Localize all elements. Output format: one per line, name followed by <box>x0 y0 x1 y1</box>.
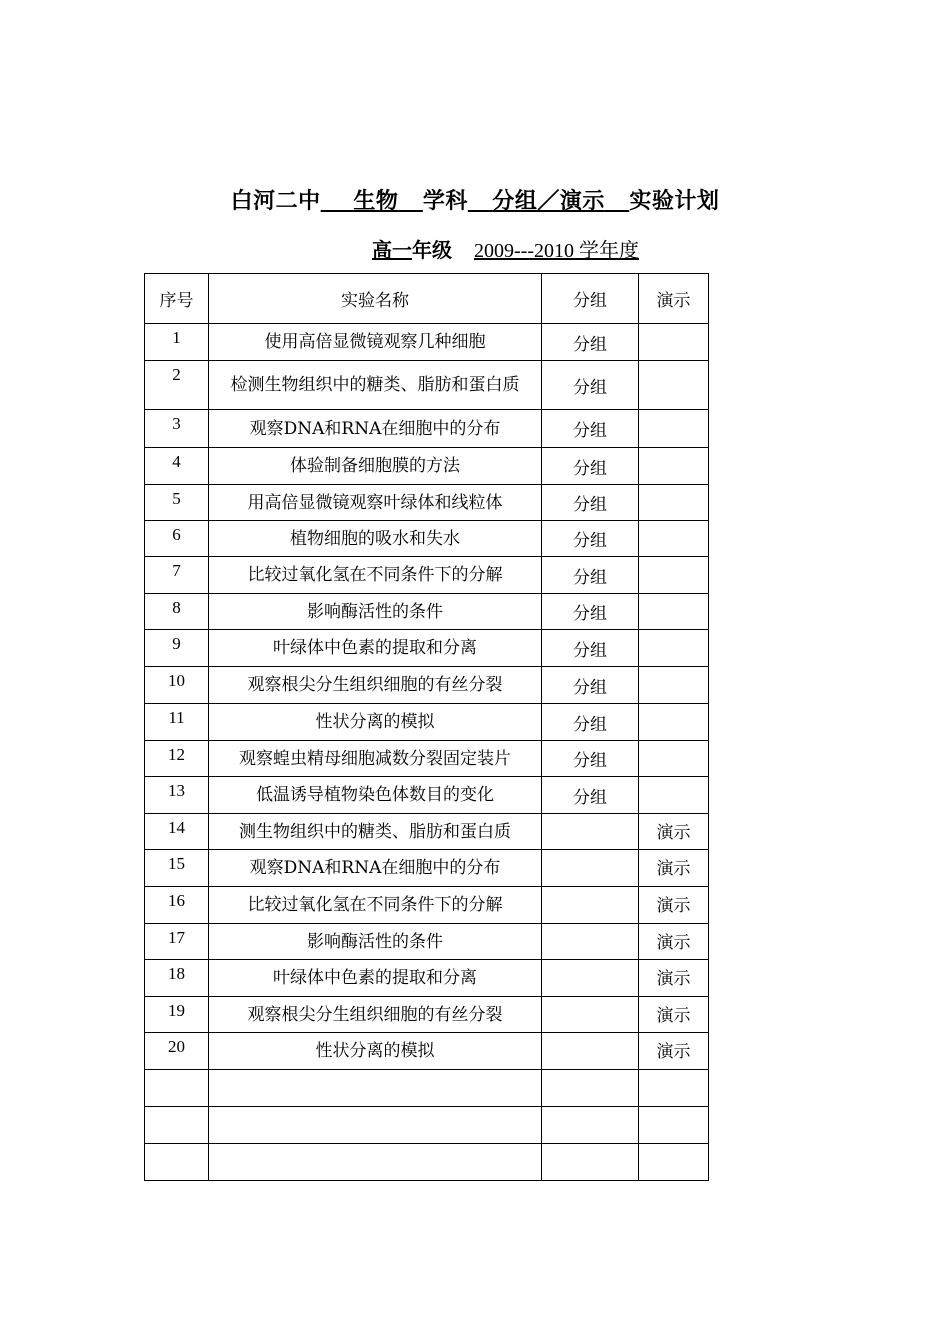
row-number: 1 <box>145 324 209 361</box>
row-number: 20 <box>145 1033 209 1070</box>
row-experiment-name <box>209 1144 542 1181</box>
row-demo <box>639 777 709 814</box>
row-number <box>145 1107 209 1144</box>
row-group: 分组 <box>542 361 639 410</box>
table-row <box>145 1107 709 1144</box>
table-row <box>145 557 709 594</box>
row-demo <box>639 485 709 521</box>
row-number: 6 <box>145 521 209 557</box>
table-row <box>145 1070 709 1107</box>
row-number: 14 <box>145 814 209 850</box>
row-number: 4 <box>145 448 209 485</box>
row-experiment-name: 性状分离的模拟 <box>209 1033 542 1070</box>
row-group: 分组 <box>542 704 639 741</box>
table-row <box>145 667 709 704</box>
row-group: 分组 <box>542 594 639 630</box>
table-row <box>145 704 709 741</box>
table-row <box>145 814 709 850</box>
document-subtitle <box>372 234 639 263</box>
row-experiment-name: 影响酶活性的条件 <box>209 594 542 630</box>
row-number <box>145 1144 209 1181</box>
row-demo: 演示 <box>639 997 709 1033</box>
row-experiment-name: 观察根尖分生组织细胞的有丝分裂 <box>209 997 542 1033</box>
grade-first: 高一 <box>372 238 412 262</box>
row-demo <box>639 704 709 741</box>
header-demo: 演示 <box>639 274 709 324</box>
row-group: 分组 <box>542 324 639 361</box>
row-experiment-name <box>209 1070 542 1107</box>
row-number: 2 <box>145 361 209 410</box>
table-row <box>145 361 709 410</box>
subject-name: 生物 <box>353 188 399 214</box>
row-number: 11 <box>145 704 209 741</box>
row-demo <box>639 324 709 361</box>
row-group <box>542 1144 639 1181</box>
table-row <box>145 410 709 448</box>
row-demo <box>639 667 709 704</box>
row-demo: 演示 <box>639 814 709 850</box>
document-title <box>0 184 950 215</box>
row-number: 7 <box>145 557 209 594</box>
row-number: 17 <box>145 924 209 960</box>
row-experiment-name: 叶绿体中色素的提取和分离 <box>209 630 542 667</box>
row-demo: 演示 <box>639 1033 709 1070</box>
row-group <box>542 1033 639 1070</box>
table-row <box>145 997 709 1033</box>
row-number: 18 <box>145 960 209 997</box>
table-row <box>145 324 709 361</box>
row-experiment-name: 观察DNA和RNA在细胞中的分布 <box>209 410 542 448</box>
grade-rest: 年级 <box>412 238 452 262</box>
row-number: 15 <box>145 850 209 887</box>
row-experiment-name: 性状分离的模拟 <box>209 704 542 741</box>
row-group <box>542 960 639 997</box>
row-group: 分组 <box>542 448 639 485</box>
row-group: 分组 <box>542 777 639 814</box>
row-group: 分组 <box>542 557 639 594</box>
row-group <box>542 887 639 924</box>
row-number: 3 <box>145 410 209 448</box>
table-header-row <box>145 274 709 324</box>
row-demo: 演示 <box>639 850 709 887</box>
header-number: 序号 <box>145 274 209 324</box>
row-demo <box>639 448 709 485</box>
row-number: 10 <box>145 667 209 704</box>
row-experiment-name: 观察DNA和RNA在细胞中的分布 <box>209 850 542 887</box>
row-demo: 演示 <box>639 924 709 960</box>
table-row <box>145 887 709 924</box>
row-demo: 演示 <box>639 887 709 924</box>
row-group: 分组 <box>542 485 639 521</box>
table-row <box>145 960 709 997</box>
table-row <box>145 741 709 777</box>
row-group <box>542 997 639 1033</box>
row-experiment-name <box>209 1107 542 1144</box>
row-experiment-name: 植物细胞的吸水和失水 <box>209 521 542 557</box>
row-number <box>145 1070 209 1107</box>
row-experiment-name: 观察蝗虫精母细胞减数分裂固定装片 <box>209 741 542 777</box>
row-number: 9 <box>145 630 209 667</box>
experiment-table <box>144 273 709 1181</box>
table-body <box>145 324 709 1181</box>
row-experiment-name: 用高倍显微镜观察叶绿体和线粒体 <box>209 485 542 521</box>
row-group <box>542 1070 639 1107</box>
table-row <box>145 521 709 557</box>
row-demo <box>639 1107 709 1144</box>
row-experiment-name: 测生物组织中的糖类、脂肪和蛋白质 <box>209 814 542 850</box>
table-row <box>145 594 709 630</box>
row-demo <box>639 1144 709 1181</box>
table-row <box>145 630 709 667</box>
row-demo <box>639 1070 709 1107</box>
experiment-type: 分组／演示 <box>492 188 605 214</box>
row-experiment-name: 影响酶活性的条件 <box>209 924 542 960</box>
row-experiment-name: 比较过氧化氢在不同条件下的分解 <box>209 557 542 594</box>
row-demo: 演示 <box>639 960 709 997</box>
table-row <box>145 777 709 814</box>
row-group <box>542 850 639 887</box>
table-row <box>145 850 709 887</box>
row-experiment-name: 检测生物组织中的糖类、脂肪和蛋白质 <box>209 361 542 410</box>
table-row <box>145 485 709 521</box>
title-suffix: 实验计划 <box>629 188 720 214</box>
row-experiment-name: 低温诱导植物染色体数目的变化 <box>209 777 542 814</box>
row-group <box>542 1107 639 1144</box>
row-group: 分组 <box>542 667 639 704</box>
row-experiment-name: 使用高倍显微镜观察几种细胞 <box>209 324 542 361</box>
row-number: 19 <box>145 997 209 1033</box>
row-experiment-name: 观察根尖分生组织细胞的有丝分裂 <box>209 667 542 704</box>
row-group <box>542 814 639 850</box>
row-group: 分组 <box>542 521 639 557</box>
row-number: 16 <box>145 887 209 924</box>
row-number: 13 <box>145 777 209 814</box>
row-experiment-name: 比较过氧化氢在不同条件下的分解 <box>209 887 542 924</box>
school-year: 2009---2010 学年度 <box>474 240 639 262</box>
row-demo <box>639 557 709 594</box>
row-experiment-name: 体验制备细胞膜的方法 <box>209 448 542 485</box>
table-row <box>145 1033 709 1070</box>
table-row <box>145 924 709 960</box>
row-demo <box>639 410 709 448</box>
header-group: 分组 <box>542 274 639 324</box>
row-group: 分组 <box>542 630 639 667</box>
header-name: 实验名称 <box>209 274 542 324</box>
row-group: 分组 <box>542 410 639 448</box>
row-demo <box>639 594 709 630</box>
row-number: 12 <box>145 741 209 777</box>
row-group <box>542 924 639 960</box>
row-number: 8 <box>145 594 209 630</box>
school-name: 白河二中 <box>230 188 321 214</box>
row-number: 5 <box>145 485 209 521</box>
row-group: 分组 <box>542 741 639 777</box>
row-demo <box>639 521 709 557</box>
row-demo <box>639 630 709 667</box>
table-row <box>145 1144 709 1181</box>
row-demo <box>639 361 709 410</box>
table-row <box>145 448 709 485</box>
row-experiment-name: 叶绿体中色素的提取和分离 <box>209 960 542 997</box>
subject-suffix: 学科 <box>422 188 468 214</box>
row-demo <box>639 741 709 777</box>
